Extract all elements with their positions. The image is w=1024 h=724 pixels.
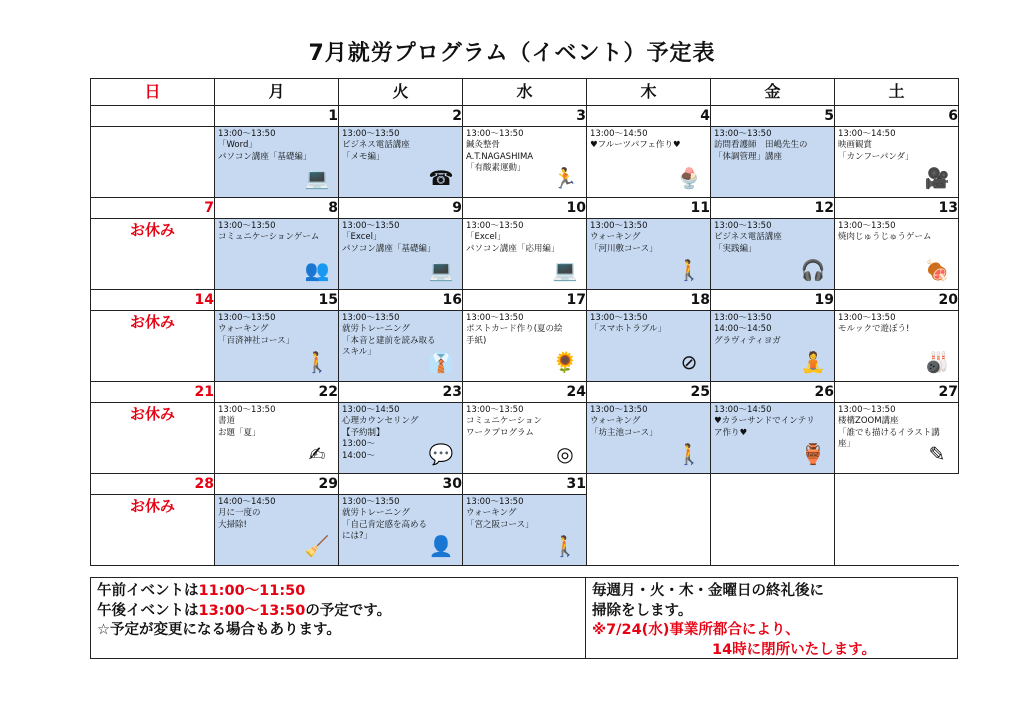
date-number: 21	[91, 382, 215, 403]
walking-icon: 🚶	[552, 534, 578, 558]
color-sand-icon: 🏺	[800, 442, 826, 466]
weekday-mon: 月	[215, 79, 339, 106]
date-number: 30	[339, 474, 463, 495]
weekday-thu: 木	[587, 79, 711, 106]
event-cell	[835, 311, 959, 382]
event-text: 14:00～14:50 月に一度の 大掃除!	[218, 497, 276, 530]
group-icon: 👥	[304, 258, 330, 282]
date-number: 12	[711, 198, 835, 219]
date-number: 8	[215, 198, 339, 219]
date-number: 2	[339, 106, 463, 127]
event-cell	[339, 127, 463, 198]
event-row	[91, 127, 959, 198]
weekday-header-row	[91, 79, 959, 106]
event-cell	[711, 311, 835, 382]
event-text: 13:00～13:50 14:00～14:50 グラヴィティヨガ	[714, 313, 781, 346]
footer-right-note	[585, 577, 958, 659]
empty-cell	[835, 474, 959, 495]
no-phone-icon: ⊘	[680, 350, 698, 374]
event-cell	[587, 219, 711, 290]
date-number: 27	[835, 382, 959, 403]
laptop-icon: 💻	[304, 166, 330, 190]
event-text: 13:00～13:50 焼肉じゅうじゅうゲーム	[838, 221, 932, 243]
event-text: 13:00～13:50 就労トレーニング 「自己肯定感を高める には?」	[342, 497, 428, 542]
event-text: 13:00～13:50 就労トレーニング 「本音と建前を読み取る スキル」	[342, 313, 436, 358]
event-cell	[339, 403, 463, 474]
afternoon-time: 13:00～13:50	[198, 602, 306, 619]
event-text: 13:00～13:50 「Excel」 パソコン講座「応用編」	[466, 221, 560, 254]
date-number: 19	[711, 290, 835, 311]
grill-icon: 🍖	[924, 258, 950, 282]
event-text: 13:00～14:50 ♥カラーサンドでインテリ ア作り♥	[714, 405, 815, 438]
cleaning-note-1: 毎週月・火・木・金曜日の終礼後に	[592, 583, 824, 599]
weekday-sun: 日	[91, 79, 215, 106]
parfait-icon: 🍨	[676, 166, 702, 190]
event-text: 13:00～13:50 楼構ZOOM講座 「誰でも描けるイラスト講 座」	[838, 405, 940, 450]
event-cell	[835, 219, 959, 290]
calligraphy-icon: ✍	[308, 442, 326, 466]
counseling-icon: 💬	[428, 442, 454, 466]
date-number: 25	[587, 382, 711, 403]
walking-icon: 🚶	[676, 258, 702, 282]
event-cell	[215, 403, 339, 474]
molkky-icon: 🎳	[924, 350, 950, 374]
date-number-row	[91, 106, 959, 127]
event-cell	[215, 495, 339, 566]
empty-cell	[711, 474, 835, 495]
event-cell	[339, 495, 463, 566]
event-text: 13:00～13:50 コミュニケーションゲーム	[218, 221, 320, 243]
laptop-icon: 💻	[552, 258, 578, 282]
date-number: 31	[463, 474, 587, 495]
day-off-label: お休み	[91, 311, 215, 382]
event-cell	[711, 403, 835, 474]
date-number: 18	[587, 290, 711, 311]
event-cell	[463, 219, 587, 290]
operator-icon: 🎧	[800, 258, 826, 282]
business-person-icon: 👤	[428, 534, 454, 558]
date-number: 24	[463, 382, 587, 403]
date-number: 7	[91, 198, 215, 219]
cleaning-icon: 🧹	[304, 534, 330, 558]
event-text: 13:00～14:50 ♥フルーツパフェ作り♥	[590, 129, 681, 151]
yoga-icon: 🧘	[800, 350, 826, 374]
laptop-icon: 💻	[428, 258, 454, 282]
date-number: 15	[215, 290, 339, 311]
date-number-row	[91, 290, 959, 311]
event-text: 13:00～13:50 書道 お題「夏」	[218, 405, 276, 438]
day-off-label: お休み	[91, 403, 215, 474]
event-text: 13:00～14:50 映画観賞 「カンフーパンダ」	[838, 129, 914, 162]
event-text: 13:00～13:50 訪問看護師 田嶋先生の 「体調管理」講座	[714, 129, 808, 162]
event-text: 13:00～13:50 モルックで遊ぼう!	[838, 313, 910, 335]
date-number: 14	[91, 290, 215, 311]
walking-icon: 🚶	[304, 350, 330, 374]
event-text: 13:00～13:50 コミュニケーション ワークプログラム	[466, 405, 542, 438]
event-cell	[711, 127, 835, 198]
date-number: 3	[463, 106, 587, 127]
event-cell	[463, 495, 587, 566]
afternoon-label: 午後イベントは	[97, 602, 199, 619]
business-pair-icon: 👔	[428, 350, 454, 374]
event-cell	[463, 127, 587, 198]
event-cell	[215, 127, 339, 198]
event-cell	[215, 219, 339, 290]
empty-cell	[835, 495, 959, 566]
walking-icon: 🚶	[676, 442, 702, 466]
event-row	[91, 219, 959, 290]
date-number: 26	[711, 382, 835, 403]
date-number-row	[91, 474, 959, 495]
event-row	[91, 495, 959, 566]
event-cell	[463, 403, 587, 474]
weekday-sat: 土	[835, 79, 959, 106]
event-row	[91, 403, 959, 474]
date-number: 13	[835, 198, 959, 219]
date-number: 10	[463, 198, 587, 219]
date-number: 17	[463, 290, 587, 311]
date-number: 28	[91, 474, 215, 495]
change-note: ☆予定が変更になる場合もあります。	[97, 622, 341, 639]
afternoon-suffix: の予定です。	[305, 602, 392, 619]
cleaning-note-2: 掃除をします。	[592, 602, 693, 619]
date-number: 9	[339, 198, 463, 219]
event-cell	[587, 127, 711, 198]
date-number: 4	[587, 106, 711, 127]
circle-people-icon: ◎	[556, 442, 574, 466]
morning-time: 11:00～11:50	[198, 583, 306, 599]
event-cell	[463, 311, 587, 382]
empty-event-cell	[91, 127, 215, 198]
date-number: 5	[711, 106, 835, 127]
date-number: 6	[835, 106, 959, 127]
date-number: 29	[215, 474, 339, 495]
date-number: 1	[215, 106, 339, 127]
day-off-label: お休み	[91, 219, 215, 290]
calendar-table	[90, 78, 959, 566]
empty-cell	[587, 495, 711, 566]
event-cell	[339, 311, 463, 382]
weekday-wed: 水	[463, 79, 587, 106]
footer-left-note	[90, 577, 586, 659]
event-text: 13:00～13:50 ウォーキング 「坊主池コース」	[590, 405, 658, 438]
date-number: 22	[215, 382, 339, 403]
phone-worker-icon: ☎	[428, 166, 454, 190]
event-cell	[587, 311, 711, 382]
page-title: 7月就労プログラム（イベント）予定表	[308, 41, 716, 66]
event-cell	[339, 219, 463, 290]
day-off-label: お休み	[91, 495, 215, 566]
exercise-icon: 🏃	[552, 166, 578, 190]
empty-cell	[711, 495, 835, 566]
event-cell	[215, 311, 339, 382]
date-number-row	[91, 382, 959, 403]
event-text: 13:00～13:50 「Word」 パソコン講座「基礎編」	[218, 129, 312, 162]
sunflower-icon: 🌻	[552, 350, 578, 374]
date-number: 23	[339, 382, 463, 403]
event-text: 13:00～14:50 心理カウンセリング 【予約制】 13:00～ 14:00～	[342, 405, 419, 461]
morning-label: 午前イベントは	[97, 583, 199, 599]
event-text: 13:00～13:50 ウォーキング 「百済神社コース」	[218, 313, 295, 346]
event-cell	[587, 403, 711, 474]
weekday-fri: 金	[711, 79, 835, 106]
date-number: 11	[587, 198, 711, 219]
event-text: 13:00～13:50 ポストカード作り(夏の絵 手紙)	[466, 313, 563, 346]
weekday-tue: 火	[339, 79, 463, 106]
event-cell	[711, 219, 835, 290]
empty-cell	[587, 474, 711, 495]
event-text: 13:00～13:50 「Excel」 パソコン講座「基礎編」	[342, 221, 436, 254]
event-cell	[835, 403, 959, 474]
event-row	[91, 311, 959, 382]
date-number: 16	[339, 290, 463, 311]
event-text: 13:00～13:50 ビジネス電話講座 「メモ編」	[342, 129, 410, 162]
event-text: 13:00～13:50 ウォーキング 「河川敷コース」	[590, 221, 658, 254]
event-cell	[835, 127, 959, 198]
event-text: 13:00～13:50 ウォーキング 「宮之阪コース」	[466, 497, 534, 530]
movie-camera-icon: 🎥	[924, 166, 950, 190]
event-text: 13:00～13:50 「スマホトラブル」	[590, 313, 666, 335]
closure-note-1: ※7/24(水)事業所都合により、	[592, 622, 800, 639]
closure-note-2: 14時に閉所いたします。	[712, 641, 877, 658]
event-text: 13:00～13:50 鍼灸整骨 A.T.NAGASHIMA 「有酸素運動」	[466, 129, 534, 174]
date-number-row	[91, 198, 959, 219]
event-text: 13:00～13:50 ビジネス電話講座 「実践編」	[714, 221, 782, 254]
date-number: 20	[835, 290, 959, 311]
date-number	[91, 106, 215, 127]
drawing-icon: ✎	[928, 442, 946, 466]
